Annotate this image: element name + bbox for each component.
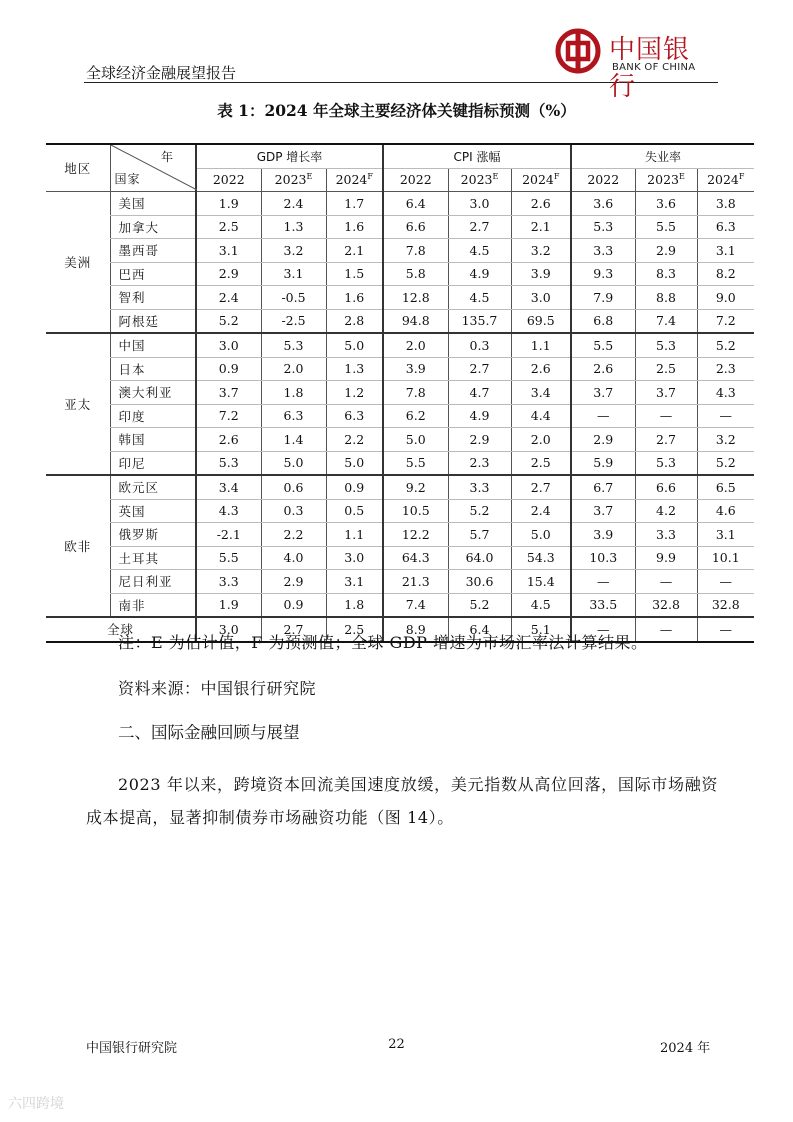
value-cell: 94.8 <box>383 309 448 333</box>
value-cell: 2.8 <box>326 309 383 333</box>
year-header <box>571 168 635 192</box>
value-cell: 54.3 <box>511 546 571 570</box>
country-name: 韩国 <box>110 428 196 452</box>
value-cell: 2.9 <box>635 239 697 263</box>
data-source: 资料来源：中国银行研究院 <box>118 679 317 698</box>
value-cell: 3.6 <box>635 192 697 216</box>
value-cell: 8.2 <box>697 262 754 286</box>
country-name: 智利 <box>110 286 196 310</box>
group-header-gdp: GDP 增长率 <box>196 144 383 168</box>
year-header <box>448 168 511 192</box>
table-row <box>46 192 754 216</box>
value-cell: 3.9 <box>571 523 635 547</box>
value-cell: 2.4 <box>196 286 261 310</box>
table-row <box>46 428 754 452</box>
value-cell: 5.3 <box>196 451 261 475</box>
value-cell: 2.7 <box>448 215 511 239</box>
value-cell: 2.6 <box>511 192 571 216</box>
table-caption: 表 1：2024 年全球主要经济体关键指标预测（%） <box>217 101 576 120</box>
value-cell: 3.4 <box>511 381 571 405</box>
table-row <box>46 593 754 617</box>
value-cell: 5.2 <box>448 499 511 523</box>
value-cell: 2.7 <box>448 357 511 381</box>
value-cell: 3.9 <box>511 262 571 286</box>
country-name: 南非 <box>110 593 196 617</box>
value-cell: 3.4 <box>196 475 261 499</box>
year-superscript: E <box>678 172 685 182</box>
value-cell: 2.4 <box>261 192 326 216</box>
value-cell: — <box>571 617 635 642</box>
year-superscript: F <box>738 172 745 182</box>
country-name: 俄罗斯 <box>110 523 196 547</box>
value-cell: 5.3 <box>261 333 326 357</box>
value-cell: 6.3 <box>326 404 383 428</box>
value-cell: 6.3 <box>697 215 754 239</box>
value-cell: 64.0 <box>448 546 511 570</box>
value-cell: 1.2 <box>326 381 383 405</box>
year-header <box>511 168 571 192</box>
year-label: 2023 <box>647 172 679 188</box>
header-corner <box>110 144 196 192</box>
value-cell: 3.3 <box>196 570 261 594</box>
value-cell: 2.5 <box>326 617 383 642</box>
value-cell: 7.4 <box>383 593 448 617</box>
year-superscript: F <box>553 172 560 182</box>
value-cell: 4.0 <box>261 546 326 570</box>
year-label: 2022 <box>212 172 245 188</box>
value-cell: 7.2 <box>196 404 261 428</box>
year-header <box>196 168 261 192</box>
value-cell: — <box>635 617 697 642</box>
year-label: 2024 <box>335 172 368 188</box>
value-cell: 2.9 <box>448 428 511 452</box>
year-header <box>261 168 326 192</box>
value-cell: 3.6 <box>571 192 635 216</box>
value-cell: 1.3 <box>326 357 383 381</box>
value-cell: 4.3 <box>697 381 754 405</box>
value-cell: 3.0 <box>448 192 511 216</box>
value-cell: 3.0 <box>196 617 261 642</box>
region-label: 欧非 <box>46 475 110 617</box>
table-row <box>46 499 754 523</box>
value-cell: 4.9 <box>448 262 511 286</box>
bank-logo <box>555 26 715 102</box>
value-cell: 3.2 <box>697 428 754 452</box>
country-name: 加拿大 <box>110 215 196 239</box>
value-cell: 3.3 <box>571 239 635 263</box>
value-cell: 7.8 <box>383 381 448 405</box>
table-row <box>46 215 754 239</box>
table-row <box>46 475 754 499</box>
value-cell: 3.1 <box>326 570 383 594</box>
value-cell: -2.5 <box>261 309 326 333</box>
value-cell: 6.6 <box>383 215 448 239</box>
value-cell: — <box>697 570 754 594</box>
value-cell: — <box>571 570 635 594</box>
value-cell: 9.3 <box>571 262 635 286</box>
value-cell: 7.2 <box>697 309 754 333</box>
value-cell: 5.2 <box>697 451 754 475</box>
value-cell: 2.7 <box>261 617 326 642</box>
value-cell: 2.2 <box>261 523 326 547</box>
value-cell: 6.5 <box>697 475 754 499</box>
value-cell: 0.9 <box>326 475 383 499</box>
value-cell: 2.7 <box>511 475 571 499</box>
country-name: 土耳其 <box>110 546 196 570</box>
indicator-table <box>46 143 754 643</box>
table-row <box>46 451 754 475</box>
year-header <box>697 168 754 192</box>
country-name: 中国 <box>110 333 196 357</box>
value-cell: 2.9 <box>571 428 635 452</box>
bank-of-china-logo-icon <box>555 28 601 74</box>
value-cell: 5.0 <box>261 451 326 475</box>
table-row <box>46 262 754 286</box>
logo-chinese-name: 中国银行 <box>609 35 691 102</box>
value-cell: 5.0 <box>326 451 383 475</box>
year-label: 2022 <box>399 172 432 188</box>
value-cell: 2.5 <box>511 451 571 475</box>
value-cell: 2.3 <box>697 357 754 381</box>
value-cell: 2.6 <box>196 428 261 452</box>
page-number: 22 <box>388 1037 405 1052</box>
year-label: 2022 <box>587 172 620 188</box>
value-cell: 6.7 <box>571 475 635 499</box>
value-cell: 0.9 <box>261 593 326 617</box>
value-cell: 135.7 <box>448 309 511 333</box>
value-cell: 4.5 <box>511 593 571 617</box>
footer-year: 2024 年 <box>660 1041 711 1056</box>
value-cell: 5.2 <box>196 309 261 333</box>
value-cell: 2.3 <box>448 451 511 475</box>
value-cell: 4.3 <box>196 499 261 523</box>
year-superscript: F <box>367 172 373 182</box>
global-label: 全球 <box>46 617 196 642</box>
year-header <box>383 168 448 192</box>
table-row <box>46 546 754 570</box>
corner-year-label: 年 <box>160 150 173 164</box>
value-cell: 2.4 <box>511 499 571 523</box>
group-header-cpi: CPI 涨幅 <box>383 144 571 168</box>
value-cell: 5.1 <box>511 617 571 642</box>
footer-institution: 中国银行研究院 <box>86 1041 178 1056</box>
country-name: 印尼 <box>110 451 196 475</box>
value-cell: 3.1 <box>697 239 754 263</box>
country-name: 阿根廷 <box>110 309 196 333</box>
value-cell: 7.9 <box>571 286 635 310</box>
value-cell: 9.0 <box>697 286 754 310</box>
logo-english-name: BANK OF CHINA <box>612 62 696 73</box>
year-superscript: E <box>492 172 499 182</box>
body-paragraph: 2023 年以来，跨境资本回流美国速度放缓，美元指数从高位回落，国际市场融资成本提高，显著抑制债券市场融资功能（图 14）。 <box>86 775 718 827</box>
table-row <box>46 333 754 357</box>
value-cell: 3.7 <box>196 381 261 405</box>
value-cell: 0.9 <box>196 357 261 381</box>
value-cell: 2.6 <box>511 357 571 381</box>
table-body <box>46 192 754 642</box>
value-cell: 10.3 <box>571 546 635 570</box>
value-cell: 1.6 <box>326 215 383 239</box>
group-header-unemployment: 失业率 <box>571 144 754 168</box>
value-cell: 5.5 <box>571 333 635 357</box>
value-cell: 5.0 <box>511 523 571 547</box>
value-cell: 2.2 <box>326 428 383 452</box>
value-cell: 15.4 <box>511 570 571 594</box>
value-cell: 0.5 <box>326 499 383 523</box>
value-cell: 6.6 <box>635 475 697 499</box>
table-row <box>46 381 754 405</box>
year-header <box>326 168 383 192</box>
value-cell: 1.5 <box>326 262 383 286</box>
value-cell: 2.5 <box>196 215 261 239</box>
value-cell: 5.9 <box>571 451 635 475</box>
value-cell: 1.4 <box>261 428 326 452</box>
table-row <box>46 523 754 547</box>
value-cell: 3.0 <box>326 546 383 570</box>
country-name: 墨西哥 <box>110 239 196 263</box>
value-cell: 30.6 <box>448 570 511 594</box>
value-cell: 5.0 <box>383 428 448 452</box>
value-cell: 2.0 <box>383 333 448 357</box>
year-label: 2023 <box>460 172 493 188</box>
value-cell: — <box>571 404 635 428</box>
value-cell: 5.3 <box>635 451 697 475</box>
value-cell: 7.8 <box>383 239 448 263</box>
value-cell: 3.7 <box>571 499 635 523</box>
value-cell: 4.4 <box>511 404 571 428</box>
value-cell: 21.3 <box>383 570 448 594</box>
value-cell: — <box>697 404 754 428</box>
value-cell: 3.1 <box>196 239 261 263</box>
value-cell: 3.7 <box>635 381 697 405</box>
value-cell: 4.7 <box>448 381 511 405</box>
table-row <box>46 404 754 428</box>
value-cell: 32.8 <box>635 593 697 617</box>
value-cell: 10.5 <box>383 499 448 523</box>
value-cell: 5.5 <box>196 546 261 570</box>
value-cell: 3.3 <box>448 475 511 499</box>
value-cell: 1.3 <box>261 215 326 239</box>
value-cell: 8.9 <box>383 617 448 642</box>
value-cell: 0.3 <box>261 499 326 523</box>
value-cell: 0.3 <box>448 333 511 357</box>
value-cell: 8.3 <box>635 262 697 286</box>
table-row <box>46 286 754 310</box>
value-cell: 4.5 <box>448 286 511 310</box>
value-cell: 4.9 <box>448 404 511 428</box>
country-name: 澳大利亚 <box>110 381 196 405</box>
value-cell: 6.4 <box>383 192 448 216</box>
table-row <box>46 239 754 263</box>
value-cell: 2.9 <box>196 262 261 286</box>
value-cell: 6.8 <box>571 309 635 333</box>
value-cell: — <box>635 404 697 428</box>
year-label: 2024 <box>522 172 554 188</box>
value-cell: 2.1 <box>326 239 383 263</box>
value-cell: 1.9 <box>196 593 261 617</box>
table-row <box>46 570 754 594</box>
value-cell: 5.5 <box>383 451 448 475</box>
year-label: 2024 <box>707 172 739 188</box>
corner-country-label: 国家 <box>114 172 141 186</box>
country-name: 日本 <box>110 357 196 381</box>
value-cell: 2.1 <box>511 215 571 239</box>
country-name: 印度 <box>110 404 196 428</box>
value-cell: 3.1 <box>261 262 326 286</box>
value-cell: 8.8 <box>635 286 697 310</box>
report-title: 全球经济金融展望报告 <box>86 64 237 82</box>
watermark: 六四跨境 <box>8 1096 64 1112</box>
value-cell: 7.4 <box>635 309 697 333</box>
value-cell: 3.7 <box>571 381 635 405</box>
value-cell: -2.1 <box>196 523 261 547</box>
value-cell: 2.0 <box>511 428 571 452</box>
table-row <box>46 357 754 381</box>
value-cell: 4.2 <box>635 499 697 523</box>
value-cell: — <box>635 570 697 594</box>
value-cell: 2.6 <box>571 357 635 381</box>
value-cell: 5.7 <box>448 523 511 547</box>
value-cell: 1.8 <box>261 381 326 405</box>
header-region: 地区 <box>46 144 110 192</box>
value-cell: 2.0 <box>261 357 326 381</box>
country-name: 巴西 <box>110 262 196 286</box>
value-cell: 2.9 <box>261 570 326 594</box>
region-label: 美洲 <box>64 255 92 270</box>
country-name: 美国 <box>110 192 196 216</box>
value-cell: 1.1 <box>326 523 383 547</box>
year-label: 2023 <box>274 172 307 188</box>
value-cell: 3.0 <box>196 333 261 357</box>
value-cell: 0.6 <box>261 475 326 499</box>
value-cell: 5.8 <box>383 262 448 286</box>
table-row <box>46 309 754 333</box>
value-cell: 9.2 <box>383 475 448 499</box>
value-cell: 5.3 <box>635 333 697 357</box>
value-cell: 3.9 <box>383 357 448 381</box>
country-name: 英国 <box>110 499 196 523</box>
value-cell: 3.2 <box>511 239 571 263</box>
value-cell: 2.7 <box>635 428 697 452</box>
value-cell: 5.3 <box>571 215 635 239</box>
value-cell: 5.2 <box>697 333 754 357</box>
value-cell: 3.1 <box>697 523 754 547</box>
value-cell: 5.2 <box>448 593 511 617</box>
value-cell: 1.1 <box>511 333 571 357</box>
value-cell: 3.2 <box>261 239 326 263</box>
value-cell: 3.3 <box>635 523 697 547</box>
value-cell: 1.6 <box>326 286 383 310</box>
value-cell: 12.2 <box>383 523 448 547</box>
value-cell: 4.6 <box>697 499 754 523</box>
value-cell: 12.8 <box>383 286 448 310</box>
value-cell: 33.5 <box>571 593 635 617</box>
value-cell: 6.2 <box>383 404 448 428</box>
value-cell: 69.5 <box>511 309 571 333</box>
value-cell: 1.8 <box>326 593 383 617</box>
value-cell: 5.5 <box>635 215 697 239</box>
value-cell: 1.9 <box>196 192 261 216</box>
year-superscript: E <box>306 172 313 182</box>
value-cell: 1.7 <box>326 192 383 216</box>
country-name: 欧元区 <box>110 475 196 499</box>
value-cell: 3.8 <box>697 192 754 216</box>
region-label: 亚太 <box>46 333 110 475</box>
value-cell: — <box>697 617 754 642</box>
table-note: 注：E 为估计值，F 为预测值；全球 GDP 增速为市场汇率法计算结果。 <box>118 633 648 652</box>
year-header <box>635 168 697 192</box>
value-cell: 32.8 <box>697 593 754 617</box>
value-cell: 6.4 <box>448 617 511 642</box>
value-cell: 5.0 <box>326 333 383 357</box>
value-cell: 6.3 <box>261 404 326 428</box>
country-name: 尼日利亚 <box>110 570 196 594</box>
value-cell: 10.1 <box>697 546 754 570</box>
value-cell: 64.3 <box>383 546 448 570</box>
value-cell: 4.5 <box>448 239 511 263</box>
value-cell: -0.5 <box>261 286 326 310</box>
section-heading: 二、国际金融回顾与展望 <box>118 723 300 742</box>
value-cell: 2.5 <box>635 357 697 381</box>
value-cell: 9.9 <box>635 546 697 570</box>
value-cell: 3.0 <box>511 286 571 310</box>
